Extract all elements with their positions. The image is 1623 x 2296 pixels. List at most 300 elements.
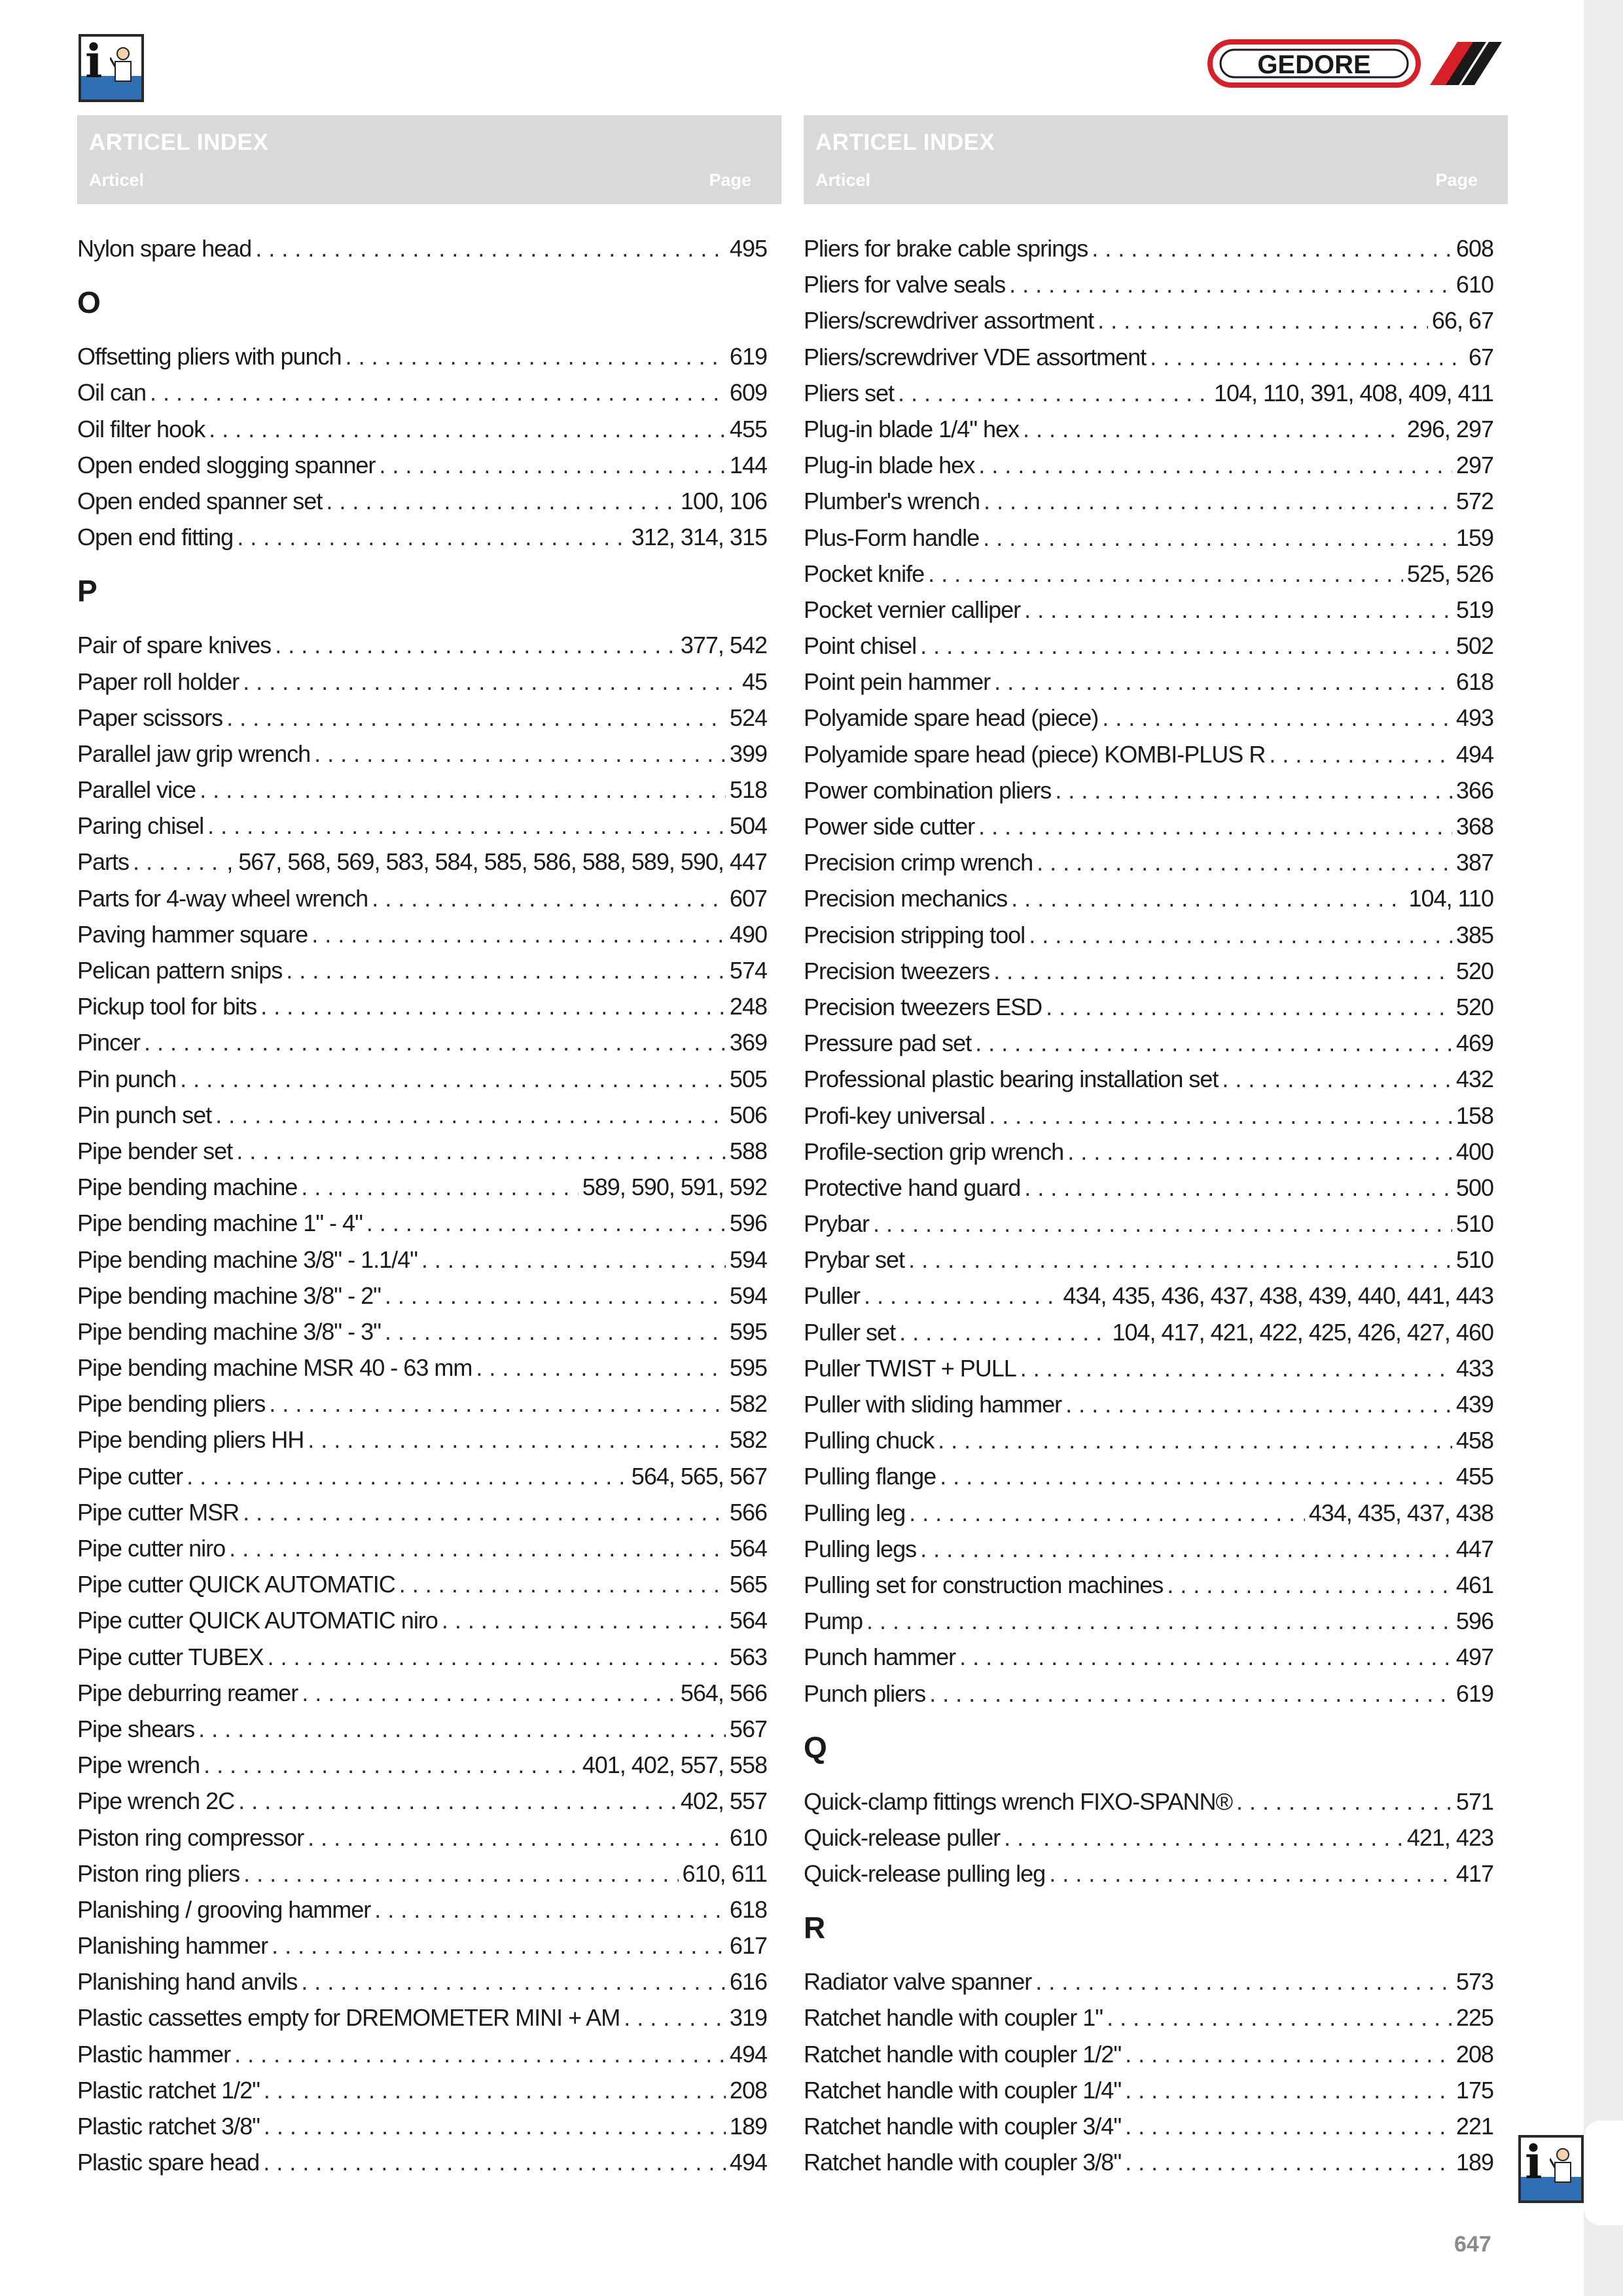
entry-title: Pelican pattern snips <box>77 957 283 984</box>
entry-title: Parts <box>77 848 130 876</box>
entry-title: Punch pliers <box>804 1679 926 1707</box>
index-entry <box>77 1892 767 1928</box>
dot-leader <box>1009 266 1452 302</box>
entry-title: Plastic cassettes empty for DREMOMETER MINI + AM <box>77 2004 620 2032</box>
dot-leader <box>978 447 1452 483</box>
entry-page-ref: 387 <box>1455 849 1493 876</box>
entry-page-ref: 100, 106 <box>680 487 767 514</box>
entry-title: Power combination pliers <box>804 776 1052 804</box>
dot-leader <box>302 1675 677 1711</box>
dot-leader <box>1065 1386 1452 1422</box>
dot-leader <box>442 1602 726 1638</box>
dot-leader <box>236 1133 726 1169</box>
entry-title: Pincer <box>77 1029 141 1056</box>
header-col-page: Page <box>1435 170 1478 190</box>
index-entry <box>77 519 767 555</box>
entry-page-ref: 619 <box>1455 1679 1493 1707</box>
index-entry <box>804 1458 1493 1494</box>
index-entry <box>804 2144 1493 2180</box>
entry-page-ref: 572 <box>1455 488 1493 515</box>
index-entry <box>77 447 767 483</box>
entry-title: Plastic hammer <box>77 2040 231 2068</box>
index-entry <box>77 736 767 772</box>
entry-title: Punch hammer <box>804 1643 956 1671</box>
index-entry <box>804 230 1493 266</box>
dot-leader <box>286 952 726 988</box>
entry-title: Prybar set <box>804 1246 905 1274</box>
dot-leader <box>959 1639 1452 1675</box>
entry-page-ref: 504 <box>729 812 767 840</box>
entry-page-ref: 490 <box>729 920 767 948</box>
entry-page-ref: 385 <box>1455 921 1493 948</box>
index-entry <box>77 1711 767 1747</box>
dot-leader <box>308 1422 726 1458</box>
index-entry <box>77 952 767 988</box>
index-entry <box>77 1856 767 1892</box>
entry-title: Puller TWIST + PULL <box>804 1354 1016 1382</box>
index-entry <box>77 1964 767 2000</box>
entry-title: Pipe bending pliers HH <box>77 1426 304 1454</box>
entry-page-ref: 563 <box>729 1643 767 1670</box>
dot-leader <box>1236 1784 1452 1820</box>
dot-leader <box>1222 1061 1452 1097</box>
entry-page-ref: 495 <box>729 235 767 262</box>
entry-title: Profile-section grip wrench <box>804 1138 1064 1165</box>
entry-page-ref: 208 <box>729 2076 767 2104</box>
entry-page-ref: 421, 423 <box>1406 1823 1493 1851</box>
entry-title: Piston ring pliers <box>77 1859 240 1887</box>
entry-title: Pipe cutter niro <box>77 1535 226 1562</box>
index-entry <box>77 374 767 410</box>
entry-page-ref: 432 <box>1455 1066 1493 1093</box>
index-entry <box>804 1784 1493 1820</box>
index-entry <box>804 1495 1493 1531</box>
index-entry <box>804 1170 1493 1206</box>
dot-leader <box>1102 700 1452 736</box>
entry-page-ref: 582 <box>729 1426 767 1454</box>
entry-page-ref: , 567, 568, 569, 583, 584, 585, 586, 588, 589, 590, 447 <box>226 848 767 876</box>
entry-title: Pipe bending machine 3/8" - 3" <box>77 1318 381 1345</box>
dot-leader <box>920 628 1452 664</box>
entry-page-ref: 402, 557 <box>680 1787 767 1815</box>
dot-leader <box>1035 1964 1452 2000</box>
entry-page-ref: 608 <box>1455 235 1493 262</box>
dot-leader <box>238 1783 677 1819</box>
dot-leader <box>983 520 1452 556</box>
dot-leader <box>1024 592 1452 628</box>
dot-leader <box>275 627 677 663</box>
entry-page-ref: 158 <box>1455 1102 1493 1129</box>
entry-title: Paving hammer square <box>77 920 308 948</box>
entry-title: Pliers for valve seals <box>804 271 1006 298</box>
index-entry <box>77 1675 767 1711</box>
entry-page-ref: 564, 565, 567 <box>631 1462 767 1490</box>
entry-title: Pocket knife <box>804 560 925 587</box>
index-entry <box>804 1639 1493 1675</box>
entry-page-ref: 494 <box>729 2040 767 2068</box>
entry-page-ref: 520 <box>1455 957 1493 984</box>
dot-leader <box>314 736 726 772</box>
header-box-right <box>804 115 1508 204</box>
entry-title: Plastic spare head <box>77 2149 260 2176</box>
page-number: 647 <box>1454 2232 1491 2257</box>
entry-page-ref: 208 <box>1455 2040 1493 2068</box>
entry-page-ref: 461 <box>1455 1571 1493 1598</box>
index-entry <box>804 339 1493 375</box>
entry-page-ref: 434, 435, 437, 438 <box>1308 1499 1493 1526</box>
entry-title: Offsetting pliers with punch <box>77 343 342 370</box>
right-sidebar-tab <box>1584 0 1623 2296</box>
index-entry <box>804 592 1493 628</box>
dot-leader <box>301 1964 726 2000</box>
entry-title: Pulling set for construction machines <box>804 1571 1164 1598</box>
dot-leader <box>198 1711 726 1747</box>
header-box-left <box>77 115 781 204</box>
entry-page-ref: 617 <box>729 1932 767 1960</box>
index-entry <box>804 700 1493 736</box>
dot-leader <box>204 1747 579 1783</box>
index-entry <box>804 664 1493 700</box>
index-entry <box>77 1169 767 1205</box>
index-entry <box>77 1820 767 1856</box>
entry-page-ref: 618 <box>1455 668 1493 696</box>
index-entry <box>804 520 1493 556</box>
header-title: ARTICEL INDEX <box>89 130 269 155</box>
entry-page-ref: 458 <box>1455 1427 1493 1454</box>
index-entry <box>77 1928 767 1964</box>
index-entry <box>804 880 1493 916</box>
dot-leader <box>975 1025 1452 1061</box>
index-entry <box>77 1350 767 1386</box>
entry-title: Pulling chuck <box>804 1427 935 1454</box>
dot-leader <box>308 1820 726 1856</box>
index-entry <box>804 483 1493 519</box>
index-entry <box>77 230 767 266</box>
dot-leader <box>866 1603 1452 1639</box>
entry-title: Pipe cutter QUICK AUTOMATIC niro <box>77 1607 438 1634</box>
entry-title: Open ended slogging spanner <box>77 451 376 478</box>
entry-title: Pipe bending machine MSR 40 - 63 mm <box>77 1354 473 1382</box>
index-entry <box>804 1350 1493 1386</box>
entry-page-ref: 189 <box>729 2113 767 2140</box>
entry-title: Pair of spare knives <box>77 632 272 659</box>
entry-page-ref: 493 <box>1455 704 1493 732</box>
entry-page-ref: 399 <box>729 740 767 767</box>
entry-page-ref: 596 <box>729 1210 767 1237</box>
entry-page-ref: 510 <box>1455 1210 1493 1238</box>
entry-page-ref: 447 <box>1455 1535 1493 1562</box>
index-entry <box>77 1458 767 1494</box>
index-entry <box>77 2144 767 2180</box>
dot-leader <box>263 2144 726 2180</box>
index-entry <box>77 2036 767 2072</box>
entry-title: Open ended spanner set <box>77 487 323 514</box>
dot-leader <box>180 1061 726 1097</box>
entry-page-ref: 366 <box>1455 776 1493 804</box>
dot-leader <box>301 1169 578 1205</box>
entry-page-ref: 596 <box>1455 1607 1493 1635</box>
entry-title: Polyamide spare head (piece) KOMBI-PLUS R <box>804 740 1266 768</box>
dot-leader <box>1020 1350 1452 1386</box>
header-col-article: Articel <box>815 170 871 190</box>
dot-leader <box>1024 1170 1452 1206</box>
entry-title: Professional plastic bearing installation set <box>804 1066 1219 1093</box>
index-entry <box>804 375 1493 411</box>
entry-title: Precision mechanics <box>804 885 1008 912</box>
entry-title: Quick-release pulling leg <box>804 1860 1046 1888</box>
dot-leader <box>234 2036 726 2072</box>
index-entry <box>804 1242 1493 1278</box>
section-letter: Q <box>804 1730 827 1765</box>
entry-page-ref: 609 <box>729 379 767 406</box>
dot-leader <box>264 2108 726 2144</box>
dot-leader <box>1037 844 1452 880</box>
entry-page-ref: 494 <box>1455 740 1493 768</box>
dot-leader <box>1092 230 1452 266</box>
dot-leader <box>421 1242 726 1278</box>
dot-leader <box>366 1205 726 1241</box>
entry-page-ref: 319 <box>729 2004 767 2032</box>
entry-page-ref: 564 <box>729 1535 767 1562</box>
dot-leader <box>624 2000 726 2036</box>
dot-leader <box>1150 339 1465 375</box>
index-entry <box>77 664 767 700</box>
entry-page-ref: 518 <box>729 776 767 804</box>
entry-title: Paper roll holder <box>77 668 240 695</box>
index-entry <box>804 447 1493 483</box>
entry-title: Precision tweezers ESD <box>804 993 1043 1020</box>
entry-page-ref: 566 <box>729 1498 767 1526</box>
dot-leader <box>993 953 1452 989</box>
dot-leader <box>1055 772 1452 808</box>
dot-leader <box>476 1350 726 1386</box>
entry-title: Pocket vernier calliper <box>804 596 1021 623</box>
entry-title: Plug-in blade 1/4" hex <box>804 415 1020 442</box>
index-entry <box>77 1205 767 1241</box>
entry-page-ref: 510 <box>1455 1246 1493 1274</box>
entry-page-ref: 377, 542 <box>680 632 767 659</box>
entry-title: Ratchet handle with coupler 3/8" <box>804 2149 1122 2176</box>
index-entry <box>804 628 1493 664</box>
entry-page-ref: 525, 526 <box>1406 560 1493 587</box>
entry-page-ref: 519 <box>1455 596 1493 623</box>
index-entry <box>804 411 1493 447</box>
index-entry <box>77 772 767 808</box>
entry-title: Pipe bending machine 3/8" - 1.1/4" <box>77 1246 418 1273</box>
dot-leader <box>260 988 726 1024</box>
entry-title: Radiator valve spanner <box>804 1968 1032 1996</box>
entry-page-ref: 505 <box>729 1065 767 1092</box>
dot-leader <box>864 1278 1059 1314</box>
entry-page-ref: 616 <box>729 1968 767 1996</box>
entry-page-ref: 618 <box>729 1895 767 1923</box>
index-entry <box>804 844 1493 880</box>
entry-title: Parallel vice <box>77 776 196 804</box>
dot-leader <box>929 1676 1452 1712</box>
entry-page-ref: 573 <box>1455 1968 1493 1996</box>
dot-leader <box>150 374 726 410</box>
index-entry <box>77 483 767 519</box>
entry-page-ref: 189 <box>1455 2149 1493 2176</box>
dot-leader <box>144 1024 726 1060</box>
entry-page-ref: 417 <box>1455 1860 1493 1888</box>
entry-title: Oil filter hook <box>77 415 205 442</box>
entry-page-ref: 369 <box>729 1029 767 1056</box>
entry-title: Polyamide spare head (piece) <box>804 704 1099 732</box>
entry-page-ref: 574 <box>729 957 767 984</box>
index-entry <box>77 1747 767 1783</box>
index-entry <box>77 1783 767 1819</box>
section-letter: P <box>77 574 98 609</box>
index-entry <box>804 989 1493 1025</box>
entry-title: Pipe wrench 2C <box>77 1787 235 1815</box>
dot-leader <box>229 1530 726 1566</box>
entry-page-ref: 588 <box>729 1137 767 1164</box>
entry-title: Planishing hand anvils <box>77 1968 298 1996</box>
dot-leader <box>1097 302 1428 338</box>
dot-leader <box>399 1566 726 1602</box>
entry-title: Quick-clamp fittings wrench FIXO-SPANN® <box>804 1787 1233 1815</box>
dot-leader <box>255 230 726 266</box>
entry-page-ref: 524 <box>729 704 767 731</box>
entry-title: Precision tweezers <box>804 957 990 984</box>
index-entry <box>804 1531 1493 1567</box>
index-entry <box>804 556 1493 592</box>
dot-leader <box>978 808 1452 844</box>
entry-title: Precision stripping tool <box>804 921 1026 948</box>
entry-title: Pin punch set <box>77 1101 212 1128</box>
dot-leader <box>928 556 1403 592</box>
index-entry <box>77 627 767 663</box>
entry-page-ref: 564 <box>729 1607 767 1634</box>
entry-page-ref: 104, 110, 391, 408, 409, 411 <box>1213 379 1493 406</box>
entry-title: Pipe bender set <box>77 1137 233 1164</box>
index-entry <box>804 953 1493 989</box>
header-col-page: Page <box>709 170 751 190</box>
entry-title: Pipe cutter QUICK AUTOMATIC <box>77 1571 395 1598</box>
index-entry <box>77 844 767 880</box>
dot-leader <box>385 1278 726 1314</box>
dot-leader <box>1107 2000 1452 2036</box>
dot-leader <box>374 1892 726 1928</box>
entry-page-ref: 469 <box>1455 1030 1493 1057</box>
entry-title: Pliers/screwdriver VDE assortment <box>804 343 1147 370</box>
dot-leader <box>1023 411 1403 447</box>
entry-page-ref: 506 <box>729 1101 767 1128</box>
entry-page-ref: 221 <box>1455 2113 1493 2140</box>
index-entry <box>77 2072 767 2108</box>
entry-page-ref: 175 <box>1455 2076 1493 2104</box>
entry-title: Plumber's wrench <box>804 488 980 515</box>
entry-title: Pulling legs <box>804 1535 917 1562</box>
index-entry <box>77 2108 767 2144</box>
dot-leader <box>938 1422 1452 1458</box>
dot-leader <box>908 1242 1452 1278</box>
dot-leader <box>1029 917 1452 953</box>
dot-leader <box>187 1458 628 1494</box>
entry-title: Ratchet handle with coupler 3/4" <box>804 2113 1122 2140</box>
entry-title: Pin punch <box>77 1065 177 1092</box>
dot-leader <box>272 1928 726 1964</box>
dot-leader <box>243 664 738 700</box>
entry-page-ref: 144 <box>729 451 767 478</box>
entry-page-ref: 571 <box>1455 1787 1493 1815</box>
dot-leader <box>237 519 628 555</box>
dot-leader <box>385 1314 726 1350</box>
entry-title: Pipe wrench <box>77 1751 200 1779</box>
sidebar-notch <box>1584 2121 1623 2225</box>
index-entry <box>804 772 1493 808</box>
index-entry <box>77 1097 767 1133</box>
index-entry <box>77 1639 767 1675</box>
entry-page-ref: 433 <box>1455 1354 1493 1382</box>
index-entry <box>804 1603 1493 1639</box>
entry-page-ref: 104, 417, 421, 422, 425, 426, 427, 460 <box>1112 1318 1493 1346</box>
entry-page-ref: 439 <box>1455 1391 1493 1418</box>
index-entry <box>77 1024 767 1060</box>
entry-title: Protective hand guard <box>804 1174 1021 1201</box>
dot-leader <box>1125 2108 1452 2144</box>
entry-page-ref: 589, 590, 591, 592 <box>582 1174 767 1201</box>
index-entry <box>77 808 767 844</box>
index-entry <box>77 1133 767 1169</box>
dot-leader <box>379 447 726 483</box>
dot-leader <box>372 880 726 916</box>
entry-title: Paper scissors <box>77 704 223 731</box>
dot-leader <box>940 1458 1452 1494</box>
info-icon: i <box>79 34 144 102</box>
dot-leader <box>898 375 1210 411</box>
entry-page-ref: 595 <box>729 1354 767 1382</box>
entry-title: Ratchet handle with coupler 1" <box>804 2004 1103 2032</box>
info-icon: i <box>1518 2135 1584 2203</box>
entry-title: Pipe deburring reamer <box>77 1679 298 1706</box>
dot-leader <box>346 338 726 374</box>
entry-title: Piston ring compressor <box>77 1823 304 1851</box>
index-entry <box>804 1856 1493 1892</box>
dot-leader <box>243 1494 726 1530</box>
entry-page-ref: 594 <box>729 1246 767 1273</box>
entry-title: Profi-key universal <box>804 1102 986 1129</box>
dot-leader <box>989 1098 1452 1134</box>
entry-title: Planishing hammer <box>77 1932 268 1960</box>
index-entry <box>77 916 767 952</box>
entry-title: Ratchet handle with coupler 1/4" <box>804 2076 1122 2104</box>
entry-page-ref: 455 <box>729 415 767 442</box>
entry-page-ref: 312, 314, 315 <box>631 524 767 551</box>
entry-title: Pliers set <box>804 379 895 406</box>
entry-title: Nylon spare head <box>77 235 252 262</box>
brand-name: GEDORE <box>1257 50 1371 79</box>
entry-title: Pipe bending machine <box>77 1174 298 1201</box>
dot-leader <box>1067 1134 1452 1170</box>
entry-page-ref: 610 <box>1455 271 1493 298</box>
entry-page-ref: 67 <box>1468 343 1493 370</box>
entry-title: Parts for 4-way wheel wrench <box>77 884 368 912</box>
entry-title: Paring chisel <box>77 812 204 840</box>
dot-leader <box>1125 2144 1452 2180</box>
entry-title: Pipe bending machine 3/8" - 2" <box>77 1282 381 1309</box>
section-letter: R <box>804 1910 826 1945</box>
entry-title: Planishing / grooving hammer <box>77 1895 371 1923</box>
entry-page-ref: 400 <box>1455 1138 1493 1165</box>
entry-title: Pressure pad set <box>804 1030 972 1057</box>
entry-title: Pulling flange <box>804 1463 936 1490</box>
section-letter: O <box>77 285 101 320</box>
index-entry <box>804 1386 1493 1422</box>
dot-leader <box>209 411 726 447</box>
dot-leader <box>1046 989 1452 1025</box>
